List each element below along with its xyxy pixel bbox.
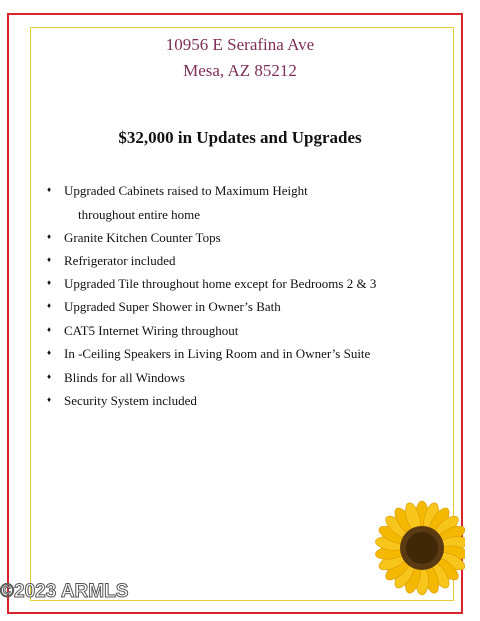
address-line-2: Mesa, AZ 85212 — [183, 61, 297, 80]
sunflower-center-inner — [406, 532, 438, 564]
list-item — [0, 370, 440, 390]
list-item-text: CAT5 Internet Wiring throughout — [64, 323, 239, 338]
list-item — [0, 393, 440, 413]
diamond-bullet-icon: ♦ — [47, 278, 52, 287]
diamond-bullet-icon: ♦ — [47, 255, 52, 264]
watermark: ©2023 ARMLS — [0, 581, 129, 602]
list-item — [0, 183, 440, 203]
list-item-text: Upgraded Cabinets raised to Maximum Height — [64, 183, 308, 198]
diamond-bullet-icon: ♦ — [47, 185, 52, 194]
list-item-text: Upgraded Tile throughout home except for Bedrooms 2 & 3 — [64, 276, 377, 291]
diamond-bullet-icon: ♦ — [47, 232, 52, 241]
address-line-1: 10956 E Serafina Ave — [165, 35, 315, 54]
list-item-text: throughout entire home — [78, 207, 201, 222]
diamond-bullet-icon: ♦ — [47, 348, 52, 357]
list-item-text: In -Ceiling Speakers in Living Room and in Owner’s Suite — [64, 346, 371, 361]
list-item-text: Blinds for all Windows — [64, 370, 185, 385]
diamond-bullet-icon: ♦ — [47, 325, 52, 334]
list-item — [0, 323, 440, 343]
list-item-text: Refrigerator included — [64, 253, 176, 268]
list-item — [0, 253, 440, 273]
list-item-continuation — [0, 207, 440, 227]
diamond-bullet-icon: ♦ — [47, 395, 52, 404]
sunflower-icon — [360, 500, 465, 600]
list-item — [0, 299, 440, 319]
diamond-bullet-icon: ♦ — [47, 372, 52, 381]
list-item-text: Security System included — [64, 393, 197, 408]
list-item — [0, 230, 440, 250]
list-item — [0, 346, 440, 366]
diamond-bullet-icon: ♦ — [47, 301, 52, 310]
list-item-text: Granite Kitchen Counter Tops — [64, 230, 221, 245]
flyer-headline: $32,000 in Updates and Upgrades — [118, 128, 362, 147]
list-item — [0, 276, 440, 296]
list-item-text: Upgraded Super Shower in Owner’s Bath — [64, 299, 281, 314]
